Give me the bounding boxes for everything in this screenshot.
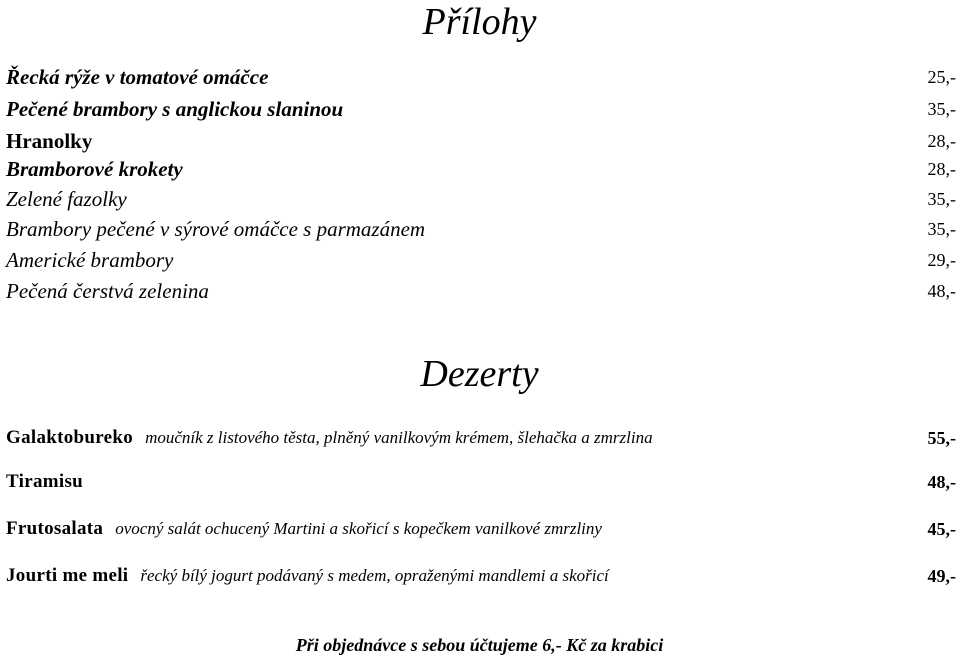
dessert-item (6, 514, 956, 544)
side-item (6, 126, 956, 156)
dessert-item-price: 48,- (927, 472, 956, 492)
dessert-item-name: Galaktobureko (6, 427, 134, 448)
dessert-item-description: řecký bílý jogurt podávaný s medem, opraženými mandlemi a skořicí (140, 566, 609, 585)
side-item-name: Hranolky (6, 129, 93, 153)
side-item-name: Řecká rýže v tomatové omáčce (6, 65, 269, 89)
side-item-name: Brambory pečené v sýrové omáčce s parmazánem (6, 217, 426, 241)
side-item-price: 29,- (927, 250, 956, 270)
side-item-price: 25,- (927, 67, 956, 87)
dessert-item-name: Jourti me meli (6, 565, 129, 586)
side-item (6, 214, 956, 244)
side-item (6, 94, 956, 124)
dessert-item-description: ovocný salát ochucený Martini a skořicí s kopečkem vanilkové zmrzliny (115, 519, 602, 538)
dessert-item-price: 55,- (927, 428, 956, 448)
side-item-name: Pečené brambory s anglickou slaninou (6, 97, 344, 121)
dessert-item (6, 423, 956, 453)
side-item-price: 35,- (927, 189, 956, 209)
dessert-item-name: Tiramisu (6, 471, 84, 492)
side-item-name: Pečená čerstvá zelenina (6, 279, 209, 303)
side-item (6, 276, 956, 306)
desserts-heading: Dezerty (420, 353, 539, 395)
side-item-price: 28,- (927, 131, 956, 151)
takeaway-note: Při objednávce s sebou účtujeme 6,- Kč za krabici (295, 635, 664, 655)
dessert-item-description: moučník z listového těsta, plněný vanilkovým krémem, šlehačka a zmrzlina (145, 428, 653, 447)
side-item (6, 184, 956, 214)
side-item-price: 28,- (927, 159, 956, 179)
dessert-item-price: 49,- (927, 566, 956, 586)
side-item (6, 62, 956, 92)
side-item-price: 35,- (927, 219, 956, 239)
dessert-item-price: 45,- (927, 519, 956, 539)
dessert-item (6, 561, 956, 591)
side-item-price: 35,- (927, 99, 956, 119)
side-item-name: Americké brambory (6, 248, 174, 272)
side-item-price: 48,- (927, 281, 956, 301)
dessert-item (6, 467, 956, 497)
side-item (6, 245, 956, 275)
side-item-name: Zelené fazolky (6, 187, 127, 211)
dessert-item-name: Frutosalata (6, 518, 104, 539)
sides-heading: Přílohy (422, 1, 537, 43)
side-item-name: Bramborové krokety (6, 157, 183, 181)
side-item (6, 154, 956, 184)
